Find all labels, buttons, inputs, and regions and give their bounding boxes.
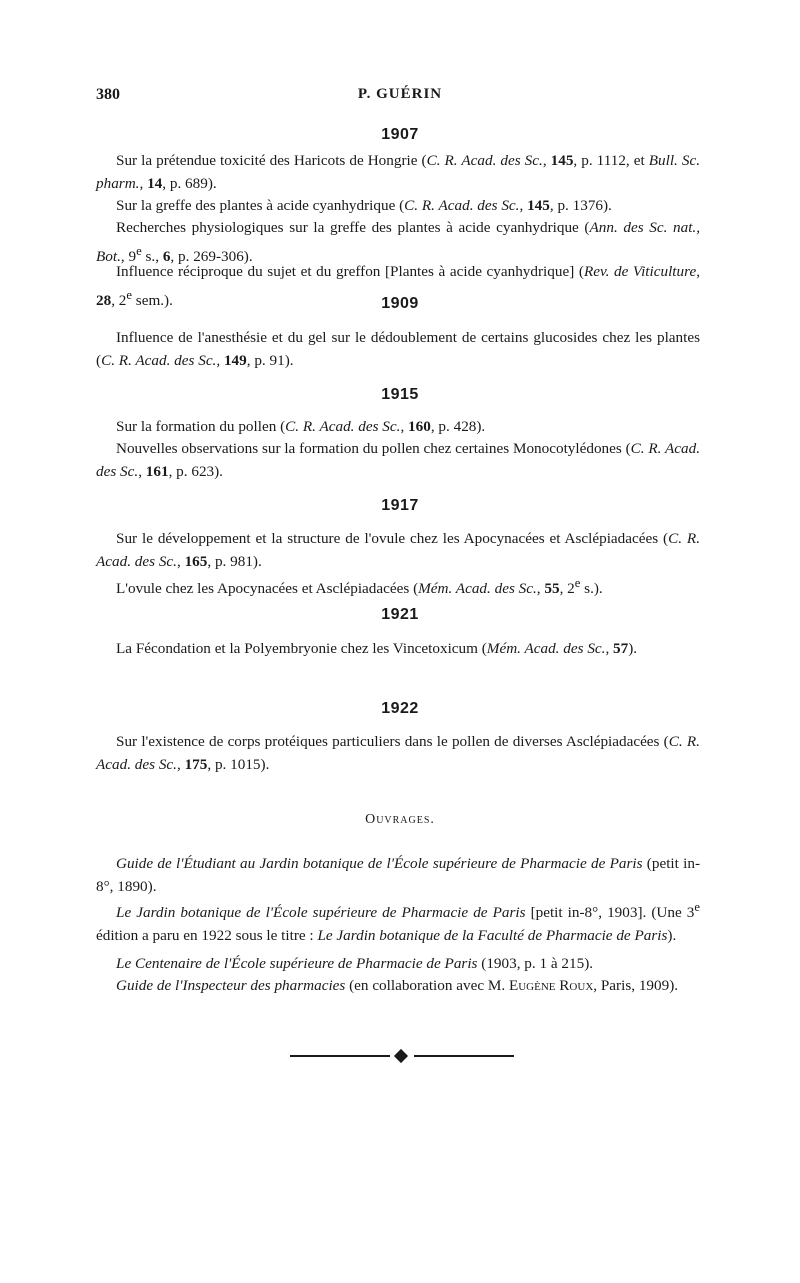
ouvrage-centenaire: Le Centenaire de l'École supérieure de Pharmacie de Paris (1903, p. 1 à 215). [116, 955, 594, 972]
page-number: 380 [96, 86, 120, 103]
ouvrage-jardin-botanique: Le Jardin botanique de l'École supérieure de Pharmacie de Paris [petit in-8°, 1903]. (Une 3e édition a paru en 1922 sous le titre : Le Jardin botanique de la Faculté de Pharmacie de Paris). [96, 900, 700, 944]
year-heading-1909: 1909 [381, 295, 419, 312]
year-heading-1922: 1922 [381, 700, 419, 717]
year-heading-1915: 1915 [381, 386, 419, 403]
running-head: P. GUÉRIN [357, 86, 443, 102]
entry-1917-ovule: L'ovule chez les Apocynacées et Asclépiadacées (Mém. Acad. des Sc., 55, 2e s.). [116, 576, 603, 598]
entry-1907-recherches: Recherches physiologiques sur la greffe des plantes à acide cyanhydrique (Ann. des Sc. nat., Bot., 9e s., 6, p. 269-306). [96, 219, 701, 265]
diamond-ornament-icon [394, 1049, 408, 1063]
entry-1907-greffe: Sur la greffe des plantes à acide cyanhydrique (C. R. Acad. des Sc., 145, p. 1376). [116, 197, 612, 214]
ornament-line-left [290, 1055, 390, 1057]
ornament-line-right [414, 1055, 514, 1057]
ouvrage-guide-inspecteur: Guide de l'Inspecteur des pharmacies (en collaboration avec M. Eugène Roux, Paris, 1909). [116, 977, 679, 994]
section-title-ouvrages: Ouvrages. [365, 812, 435, 827]
page-header [96, 86, 704, 110]
year-heading-1917: 1917 [381, 497, 419, 514]
entry-1909-anesthesie: Influence de l'anesthésie et du gel sur le dédoublement de certains glucosides chez les plantes (C. R. Acad. des Sc., 149, p. 91). [96, 329, 700, 369]
entry-1917-ovule-developpement: Sur le développement et la structure de l'ovule chez les Apocynacées et Asclépiadacées (C. R. Acad. des Sc., 165, p. 981). [96, 530, 700, 570]
entry-1921-fecondation: La Fécondation et la Polyembryonie chez les Vincetoxicum (Mém. Acad. des Sc., 57). [116, 640, 638, 657]
year-heading-1921: 1921 [381, 606, 419, 623]
entry-1907-influence: Influence réciproque du sujet et du greffon [Plantes à acide cyanhydrique] (Rev. de Viticulture, 28, 2e sem.). [96, 263, 700, 309]
entry-1907-haricots: Sur la prétendue toxicité des Haricots de Hongrie (C. R. Acad. des Sc., 145, p. 1112, et Bull. Sc. pharm., 14, p. 689). [96, 152, 701, 192]
entry-1915-monocotyledones: Nouvelles observations sur la formation du pollen chez certaines Monocotylédones (C. R. Acad. des Sc., 161, p. 623). [96, 440, 700, 480]
end-ornament [290, 1048, 514, 1064]
ouvrage-guide-etudiant: Guide de l'Étudiant au Jardin botanique de l'École supérieure de Pharmacie de Paris (petit in-8°, 1890). [96, 855, 701, 895]
year-heading-1907: 1907 [381, 126, 419, 143]
entry-1915-pollen: Sur la formation du pollen (C. R. Acad. des Sc., 160, p. 428). [116, 418, 486, 435]
entry-1922-corps-proteiques: Sur l'existence de corps protéiques particuliers dans le pollen de diverses Asclépiadacées (C. R. Acad. des Sc., 175, p. 1015). [96, 733, 700, 773]
